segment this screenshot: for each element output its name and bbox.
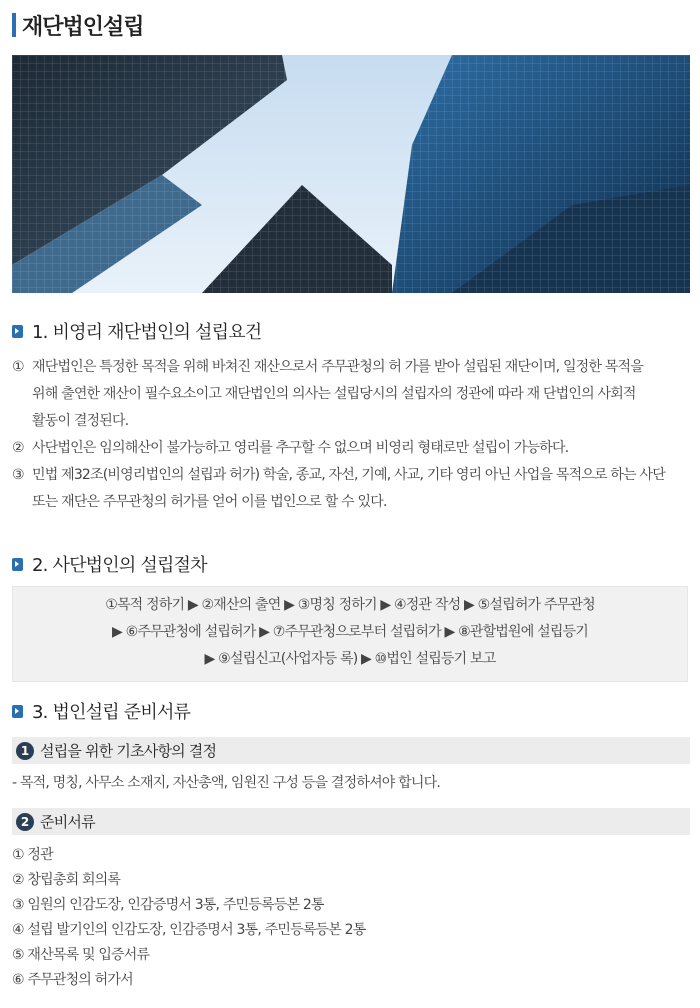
document-item: ⑤ 재산목록 및 입증서류 — [12, 947, 150, 963]
list-item — [12, 462, 692, 516]
number-badge: 2 — [16, 813, 34, 831]
section3-heading — [12, 698, 190, 724]
document-item: ③ 임원의 인감도장, 인감증명서 3통, 주민등록등본 2통 — [12, 897, 324, 913]
building-photo-icon — [12, 55, 690, 293]
subsection1-bar — [12, 737, 690, 764]
list-item-line: 위해 출연한 재산이 필수요소이고 재단법인의 의사는 설립당시의 설립자의 정관에 따라 재 단법인의 사회적 — [32, 386, 636, 402]
chevron-right-icon — [12, 705, 23, 718]
section1-list — [12, 354, 692, 516]
hero-building-image — [12, 55, 690, 293]
list-item-number: ② — [12, 440, 24, 456]
procedure-line: ▶ ⑨설립신고(사업자등 록) ▶ ⑩법인 설립등기 보고 — [204, 651, 496, 667]
procedure-line: ①목적 정하기 ▶ ②재산의 출연 ▶ ③명칭 정하기 ▶ ④정관 작성 ▶ ⑤설립허가 주무관청 — [105, 597, 595, 613]
chevron-right-icon — [12, 325, 23, 338]
section1-title: 1. 비영리 재단법인의 설립요건 — [32, 322, 262, 343]
list-item-line: 또는 재단은 주무관청의 허가를 얻어 이를 법인으로 할 수 있다. — [32, 494, 387, 510]
number-badge: 1 — [16, 742, 34, 760]
page-title: 재단법인설립 — [22, 14, 144, 40]
title-accent-bar — [12, 13, 16, 37]
document-item: ④ 설립 발기인의 인감도장, 인감증명서 3통, 주민등록등본 2통 — [12, 922, 366, 938]
procedure-box — [12, 586, 688, 682]
list-item-line: 민법 제32조(비영리법인의 설립과 허가) 학술, 종교, 자선, 기예, 사교, 기타 영리 아닌 사업을 목적으로 하는 사단 — [32, 467, 665, 483]
section2-heading — [12, 551, 207, 577]
document-item: ① 정관 — [12, 847, 53, 863]
page-header — [12, 9, 144, 41]
list-item — [12, 354, 692, 435]
list-item-number: ③ — [12, 467, 24, 483]
list-item-number: ① — [12, 359, 24, 375]
list-item — [12, 435, 692, 462]
subsection1-title: 설립을 위한 기초사항의 결정 — [40, 742, 217, 760]
subsection1-text: - 목적, 명칭, 사무소 소재지, 자산총액, 임원진 구성 등을 결정하셔야 합니다. — [12, 775, 440, 791]
section1-heading — [12, 318, 261, 344]
list-item-line: 사단법인은 임의해산이 불가능하고 영리를 추구할 수 없으며 비영리 형태로만 설립이 가능하다. — [32, 440, 569, 456]
document-item: ② 창립총회 회의록 — [12, 872, 121, 888]
document-item: ⑥ 주무관청의 허가서 — [12, 972, 133, 988]
subsection2-title: 준비서류 — [40, 813, 95, 831]
subsection2-bar — [12, 808, 690, 835]
section2-title: 2. 사단법인의 설립절차 — [32, 555, 207, 576]
procedure-line: ▶ ⑥주무관청에 설립허가 ▶ ⑦주무관청으로부터 설립허가 ▶ ⑧관할법원에 설립등기 — [111, 624, 589, 640]
section3-title: 3. 법인설립 준비서류 — [32, 702, 191, 723]
required-documents-list — [12, 843, 365, 993]
list-item-line: 활동이 결정된다. — [32, 413, 129, 429]
chevron-right-icon — [12, 558, 23, 571]
list-item-line: 재단법인은 특정한 목적을 위해 바쳐진 재산으로서 주무관청의 허 가를 받아 설립된 재단이며, 일정한 목적을 — [32, 359, 643, 375]
